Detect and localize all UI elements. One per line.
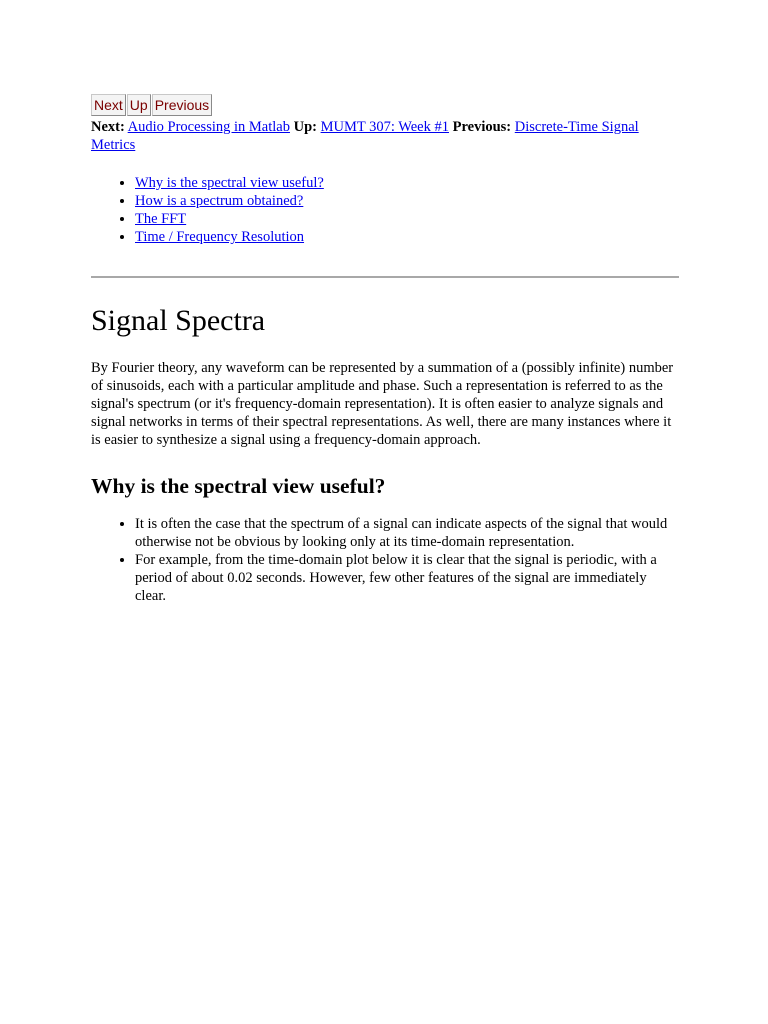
toc-item — [135, 192, 681, 210]
next-link[interactable]: Audio Processing in Matlab — [127, 119, 290, 135]
next-label: Next: — [91, 119, 125, 135]
next-button[interactable]: Next — [91, 94, 126, 116]
toc-link-time-frequency[interactable]: Time / Frequency Resolution — [135, 229, 305, 245]
up-label: Up: — [293, 119, 317, 135]
section-bullet-list — [91, 515, 679, 605]
previous-link[interactable]: Discrete-Time Signal Metrics — [91, 119, 639, 153]
up-button[interactable]: Up — [127, 94, 151, 116]
page-title: Signal Spectra — [91, 304, 266, 337]
up-link[interactable]: MUMT 307: Week #1 — [320, 119, 449, 135]
navigation-buttons — [91, 94, 681, 116]
navigation-links — [91, 118, 681, 154]
horizontal-rule — [91, 276, 679, 278]
table-of-contents — [91, 174, 681, 246]
toc-link-spectrum-obtained[interactable]: How is a spectrum obtained? — [135, 193, 304, 209]
bullet-point: • For example, from the time-domain plot below it is clear that the signal is periodic, with a period of about 0.02 seconds. However, few other features of the signal are immediately clear. — [135, 551, 679, 605]
toc-item — [135, 174, 681, 192]
intro-paragraph: By Fourier theory, any waveform can be represented by a summation of a (possibly infinite) number of sinusoids, each with a particular amplitude and phase. Such a representation is referred to as the signal's spectrum (or it's frequency-domain representation). It is often easier to analyze signals and signal networks in terms of their spectral representations. As well, there are many instances where it is easier to synthesize a signal using a frequency-domain approach. — [91, 360, 674, 448]
bullet-point: • It is often the case that the spectrum of a signal can indicate aspects of the signal that would otherwise not be obvious by looking only at its time-domain representation. — [135, 515, 679, 551]
previous-button[interactable]: Previous — [152, 94, 212, 116]
page-content — [91, 94, 681, 605]
section-heading: Why is the spectral view useful? — [91, 474, 386, 498]
toc-link-fft[interactable]: The FFT — [135, 211, 187, 227]
toc-item — [135, 228, 681, 246]
toc-link-spectral-view[interactable]: Why is the spectral view useful? — [135, 175, 324, 191]
previous-label: Previous: — [452, 119, 512, 135]
toc-item — [135, 210, 681, 228]
